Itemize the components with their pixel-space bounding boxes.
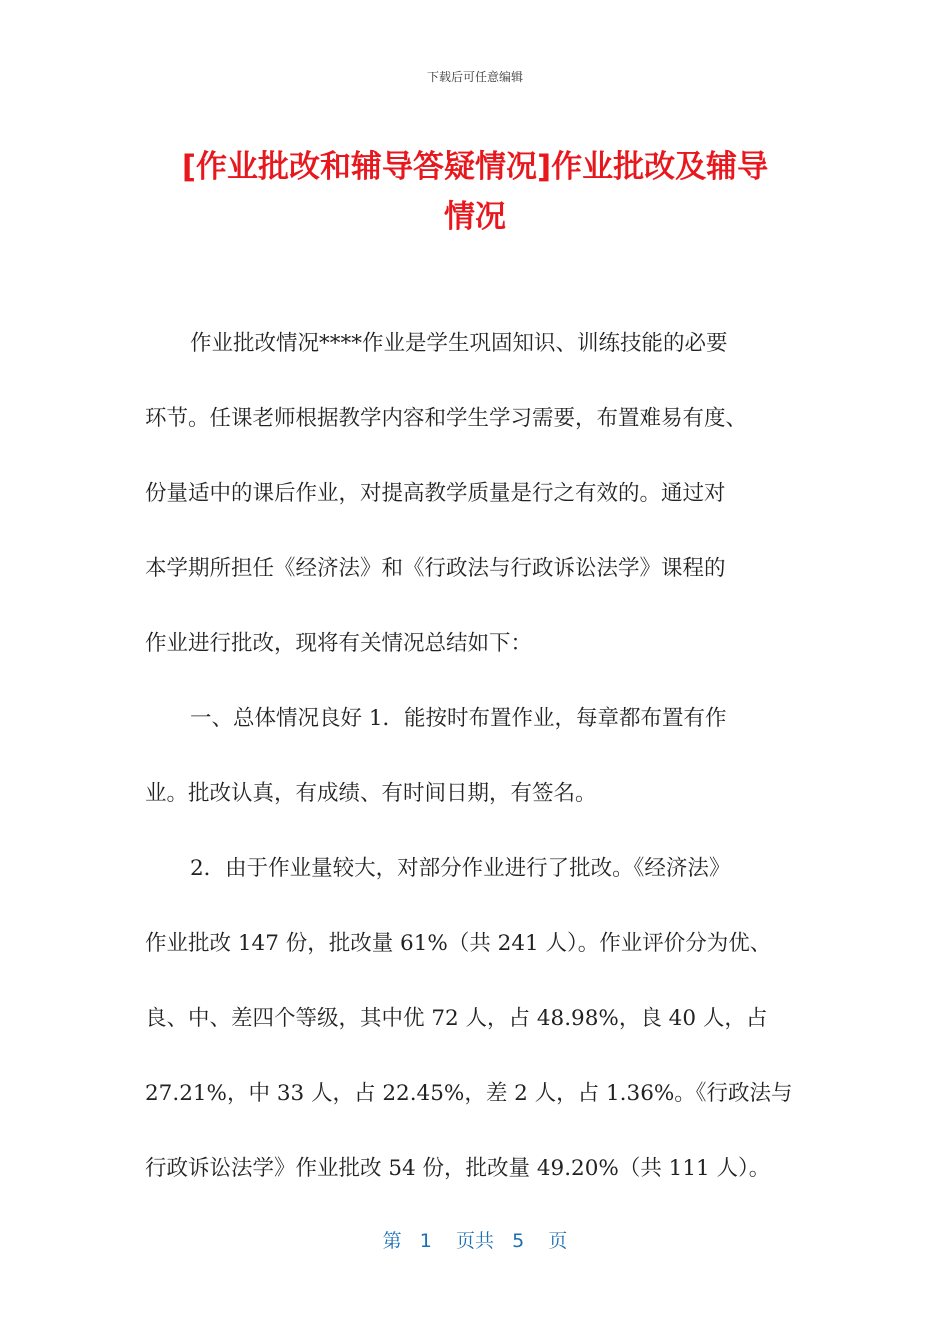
body-line: 环节。任课老师根据教学内容和学生学习需要，布置难易有度、: [145, 406, 748, 431]
document-body: [145, 306, 825, 1206]
document-title-line-2: 情况: [444, 199, 506, 235]
body-line: 作业进行批改，现将有关情况总结如下：: [145, 631, 533, 656]
header-note: 下载后可任意编辑: [426, 70, 523, 84]
body-line: 业。批改认真，有成绩、有时间日期，有签名。: [145, 781, 597, 806]
body-line: 一、总体情况良好 1．能按时布置作业，每章都布置有作: [190, 706, 727, 731]
body-line: 作业批改 147 份，批改量 61%（共 241 人）。作业评价分为优、: [145, 931, 772, 956]
body-line: 行政诉讼法学》作业批改 54 份，批改量 49.20%（共 111 人）。: [145, 1156, 771, 1181]
total-pages-number: 5: [512, 1230, 525, 1252]
body-line: 本学期所担任《经济法》和《行政法与行政诉讼法学》课程的: [145, 556, 726, 581]
body-line: 27.21%，中 33 人，占 22.45%，差 2 人，占 1.36%。《行政法与: [145, 1081, 793, 1106]
body-line: 份量适中的课后作业，对提高教学质量是行之有效的。通过对: [145, 481, 726, 506]
body-line: 2．由于作业量较大，对部分作业进行了批改。《经济法》: [190, 856, 731, 881]
body-line: 作业批改情况****作业是学生巩固知识、训练技能的必要: [190, 331, 728, 356]
body-line: 良、中、差四个等级，其中优 72 人，占 48.98%，良 40 人，占: [145, 1006, 768, 1031]
current-page-number: 1: [419, 1230, 432, 1252]
page-footer: [0, 1226, 950, 1253]
footer-middle: 页共: [455, 1230, 494, 1252]
document-title: [140, 142, 810, 242]
footer-suffix: 页: [548, 1230, 568, 1252]
footer-prefix: 第: [382, 1230, 402, 1252]
document-title-line-1: [作业批改和辅导答疑情况]作业批改及辅导: [181, 149, 769, 185]
